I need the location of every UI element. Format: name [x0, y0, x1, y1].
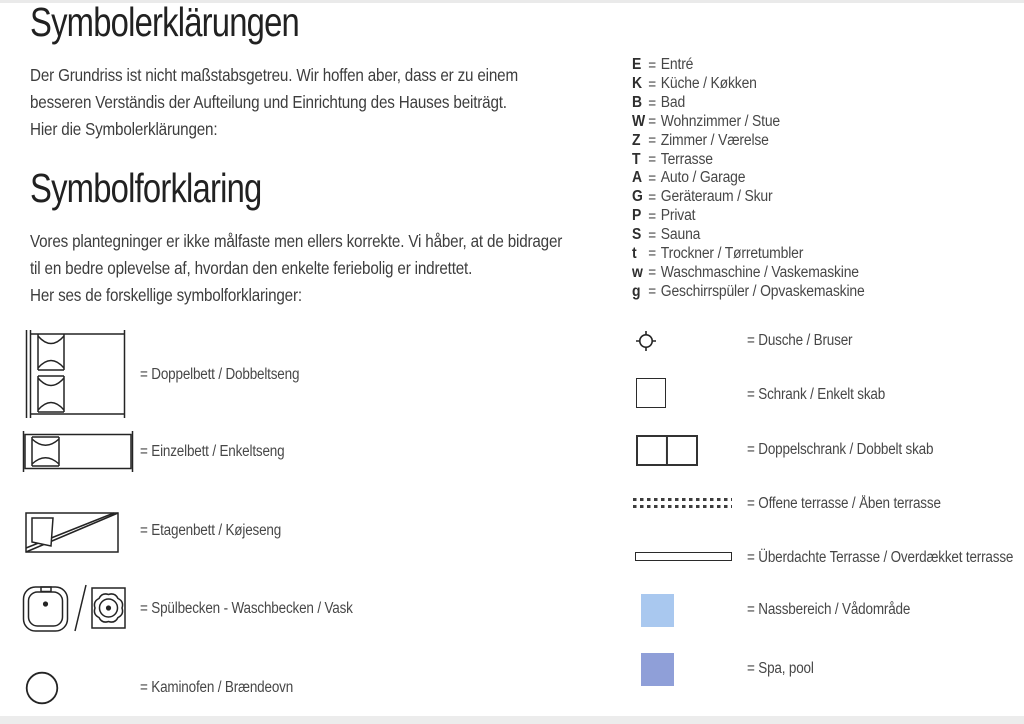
equals-sign: = — [648, 283, 657, 301]
single-closet-icon — [636, 378, 666, 408]
bunk-bed-icon — [24, 508, 120, 554]
code-label: Zimmer / Værelse — [660, 131, 769, 149]
room-code-row — [632, 113, 865, 132]
code-letter: Z — [632, 131, 641, 149]
room-code-row — [632, 56, 865, 75]
code-label: Küche / Køkken — [660, 75, 757, 93]
code-letter: P — [632, 207, 642, 225]
code-letter: G — [632, 188, 643, 206]
room-code-row — [632, 207, 865, 226]
room-code-row — [632, 226, 865, 245]
code-letter: g — [632, 282, 641, 300]
sink-washbasin-label: = Spülbecken - Waschbecken / Vask — [140, 600, 353, 617]
code-letter: S — [632, 226, 642, 244]
intro-da-line-1: Vores plantegninger er ikke målfaste men ellers korrekte. Vi håber, at de bidrager — [30, 231, 563, 251]
intro-paragraph-german — [30, 62, 591, 144]
page-title-german — [30, 0, 366, 44]
room-code-row — [632, 150, 865, 169]
double-bed-label: = Doppelbett / Dobbeltseng — [140, 366, 300, 383]
single-bed-label: = Einzelbett / Enkeltseng — [140, 443, 285, 460]
code-label: Terrasse — [660, 150, 713, 168]
room-code-row — [632, 94, 865, 113]
code-letter: T — [632, 150, 641, 168]
equals-sign: = — [648, 169, 657, 187]
wood-stove-icon — [25, 671, 59, 705]
double-closet-icon — [636, 435, 698, 466]
room-code-row — [632, 263, 865, 282]
page-title-danish — [30, 166, 319, 210]
code-letter: W — [632, 112, 646, 130]
code-letter: K — [632, 75, 643, 93]
room-code-row — [632, 188, 865, 207]
code-label: Privat — [660, 207, 696, 225]
equals-sign: = — [648, 226, 657, 244]
room-code-row — [632, 169, 865, 188]
intro-de-line-1: Der Grundriss ist nicht maßstabsgetreu. Wir hoffen aber, dass er zu einem — [30, 65, 518, 85]
open-terrace-label: = Offene terrasse / Åben terrasse — [747, 495, 941, 512]
code-label: Entré — [660, 56, 694, 74]
intro-da-line-3: Her ses de forskellige symbolforklaringer: — [30, 285, 302, 306]
equals-sign: = — [648, 132, 657, 150]
bunk-bed-label: = Etagenbett / Køjeseng — [140, 522, 282, 539]
equals-sign: = — [648, 245, 657, 263]
sink-washbasin-icon — [22, 583, 126, 633]
equals-sign: = — [648, 207, 657, 225]
equals-sign: = — [648, 113, 657, 131]
intro-de-line-3: Hier die Symbolerklärungen: — [30, 119, 218, 140]
code-label: Sauna — [660, 226, 701, 244]
double-closet-label: = Doppelschrank / Dobbelt skab — [747, 441, 934, 458]
room-code-list — [632, 56, 890, 301]
single-closet-label: = Schrank / Enkelt skab — [747, 386, 886, 403]
wood-stove-label: = Kaminofen / Brændeovn — [140, 679, 294, 696]
code-letter: t — [632, 244, 637, 262]
spa-pool-icon — [641, 653, 674, 686]
code-letter: B — [632, 94, 643, 112]
room-code-row — [632, 75, 865, 94]
code-label: Waschmaschine / Vaskemaskine — [660, 263, 859, 281]
equals-sign: = — [648, 151, 657, 169]
equals-sign: = — [648, 56, 657, 74]
room-code-row — [632, 282, 865, 301]
single-bed-icon — [22, 431, 134, 472]
page-title-german-text: Symbolerklärungen — [30, 0, 299, 45]
covered-terrace-label: = Überdachte Terrasse / Overdækket terrasse — [747, 549, 1014, 566]
covered-terrace-icon — [635, 552, 732, 561]
code-label: Wohnzimmer / Stue — [660, 112, 780, 130]
equals-sign: = — [648, 75, 657, 93]
double-bed-icon — [24, 330, 128, 418]
page-bottom-edge — [0, 716, 1024, 724]
room-code-row — [632, 131, 865, 150]
code-label: Geschirrspüler / Opvaskemaskine — [660, 282, 865, 300]
wet-area-icon — [641, 594, 674, 627]
shower-icon — [635, 330, 657, 352]
equals-sign: = — [648, 188, 657, 206]
code-label: Auto / Garage — [660, 169, 746, 187]
code-label: Geräteraum / Skur — [660, 188, 773, 206]
code-label: Trockner / Tørretumbler — [660, 244, 804, 262]
code-letter: w — [632, 263, 643, 281]
intro-da-line-2: til en bedre oplevelse af, hvordan den enkelte feriebolig er indrettet. — [30, 258, 473, 279]
open-terrace-icon — [633, 498, 732, 501]
page-title-danish-text: Symbolforklaring — [30, 165, 262, 211]
equals-sign: = — [648, 264, 657, 282]
code-label: Bad — [660, 94, 686, 112]
code-letter: A — [632, 169, 643, 187]
intro-de-line-2: besseren Verständis der Aufteilung und Einrichtung des Hauses beiträgt. — [30, 92, 507, 113]
intro-paragraph-danish — [30, 228, 642, 310]
spa-pool-label: = Spa, pool — [747, 660, 814, 677]
room-code-row — [632, 244, 865, 263]
shower-label: = Dusche / Bruser — [747, 332, 853, 349]
code-letter: E — [632, 56, 642, 74]
wet-area-label: = Nassbereich / Vådområde — [747, 601, 911, 618]
open-terrace-icon — [633, 505, 732, 508]
equals-sign: = — [648, 94, 657, 112]
